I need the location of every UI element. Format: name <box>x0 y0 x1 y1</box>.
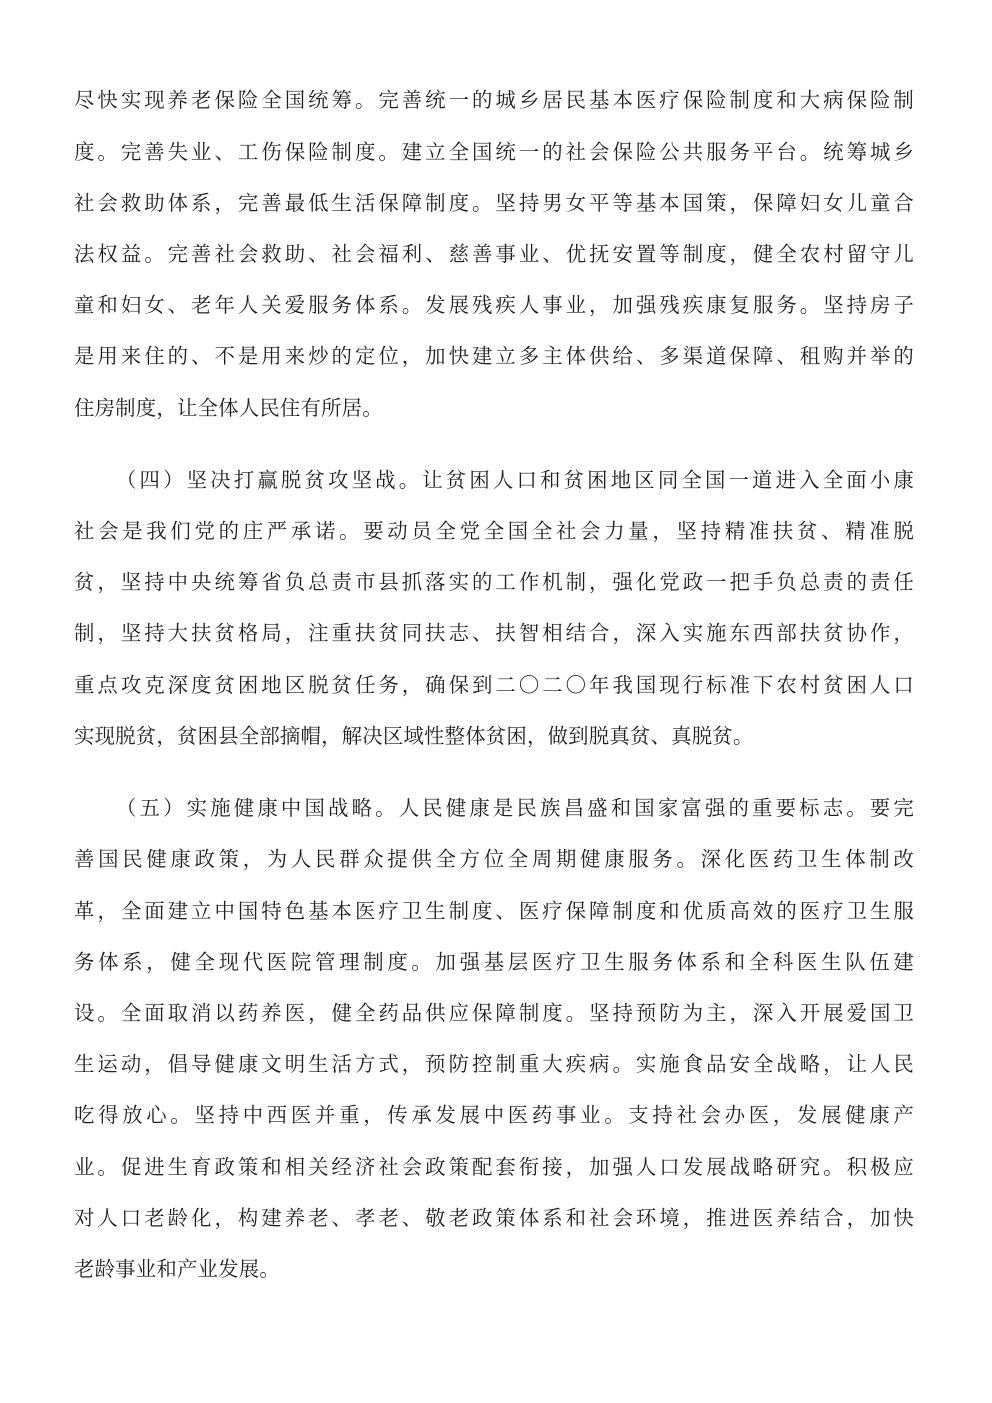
text-line: 住房制度，让全体人民住有所居。 <box>74 396 383 420</box>
text-line: 是用来住的、不是用来炒的定位，加快建立多主体供给、多渠道保障、租购并举的 <box>74 344 914 368</box>
text-line: 社会救助体系，完善最低生活保障制度。坚持男女平等基本国策，保障妇女儿童合 <box>74 191 914 215</box>
text-line: （四）坚决打赢脱贫攻坚战。让贫困人口和贫困地区同全国一道进入全面小康 <box>116 468 914 492</box>
text-line: 度。完善失业、工伤保险制度。建立全国统一的社会保险公共服务平台。统筹城乡 <box>74 140 914 164</box>
text-line: 老龄事业和产业发展。 <box>74 1257 280 1281</box>
text-line: （五）实施健康中国战略。人民健康是民族昌盛和国家富强的重要标志。要完 <box>116 796 914 820</box>
text-line: 法权益。完善社会救助、社会福利、慈善事业、优抚安置等制度，健全农村留守儿 <box>74 242 914 266</box>
text-line: 对人口老龄化，构建养老、孝老、敬老政策体系和社会环境，推进医养结合，加快 <box>74 1206 914 1230</box>
text-line: 实现脱贫，贫困县全部摘帽，解决区域性整体贫困，做到脱真贫、真脱贫。 <box>74 724 754 748</box>
text-line: 设。全面取消以药养医，健全药品供应保障制度。坚持预防为主，深入开展爱国卫 <box>74 1001 914 1025</box>
text-line: 吃得放心。坚持中西医并重，传承发展中医药事业。支持社会办医，发展健康产 <box>74 1103 914 1127</box>
text-line: 贫，坚持中央统筹省负总责市县抓落实的工作机制，强化党政一把手负总责的责任 <box>74 570 914 594</box>
text-line: 童和妇女、老年人关爱服务体系。发展残疾人事业，加强残疾康复服务。坚持房子 <box>74 293 914 317</box>
text-line: 尽快实现养老保险全国统筹。完善统一的城乡居民基本医疗保险制度和大病保险制 <box>74 88 914 112</box>
text-line: 生运动，倡导健康文明生活方式，预防控制重大疾病。实施食品安全战略，让人民 <box>74 1052 914 1076</box>
text-line: 善国民健康政策，为人民群众提供全方位全周期健康服务。深化医药卫生体制改 <box>74 847 914 871</box>
text-line: 革，全面建立中国特色基本医疗卫生制度、医疗保障制度和优质高效的医疗卫生服 <box>74 899 914 923</box>
text-line: 重点攻克深度贫困地区脱贫任务，确保到二〇二〇年我国现行标准下农村贫困人口 <box>74 673 914 697</box>
text-line: 社会是我们党的庄严承诺。要动员全党全国全社会力量，坚持精准扶贫、精准脱 <box>74 519 914 543</box>
text-line: 制，坚持大扶贫格局，注重扶贫同扶志、扶智相结合，深入实施东西部扶贫协作， <box>74 621 914 645</box>
text-line: 务体系，健全现代医院管理制度。加强基层医疗卫生服务体系和全科医生队伍建 <box>74 950 914 974</box>
text-line: 业。促进生育政策和相关经济社会政策配套衔接，加强人口发展战略研究。积极应 <box>74 1155 914 1179</box>
